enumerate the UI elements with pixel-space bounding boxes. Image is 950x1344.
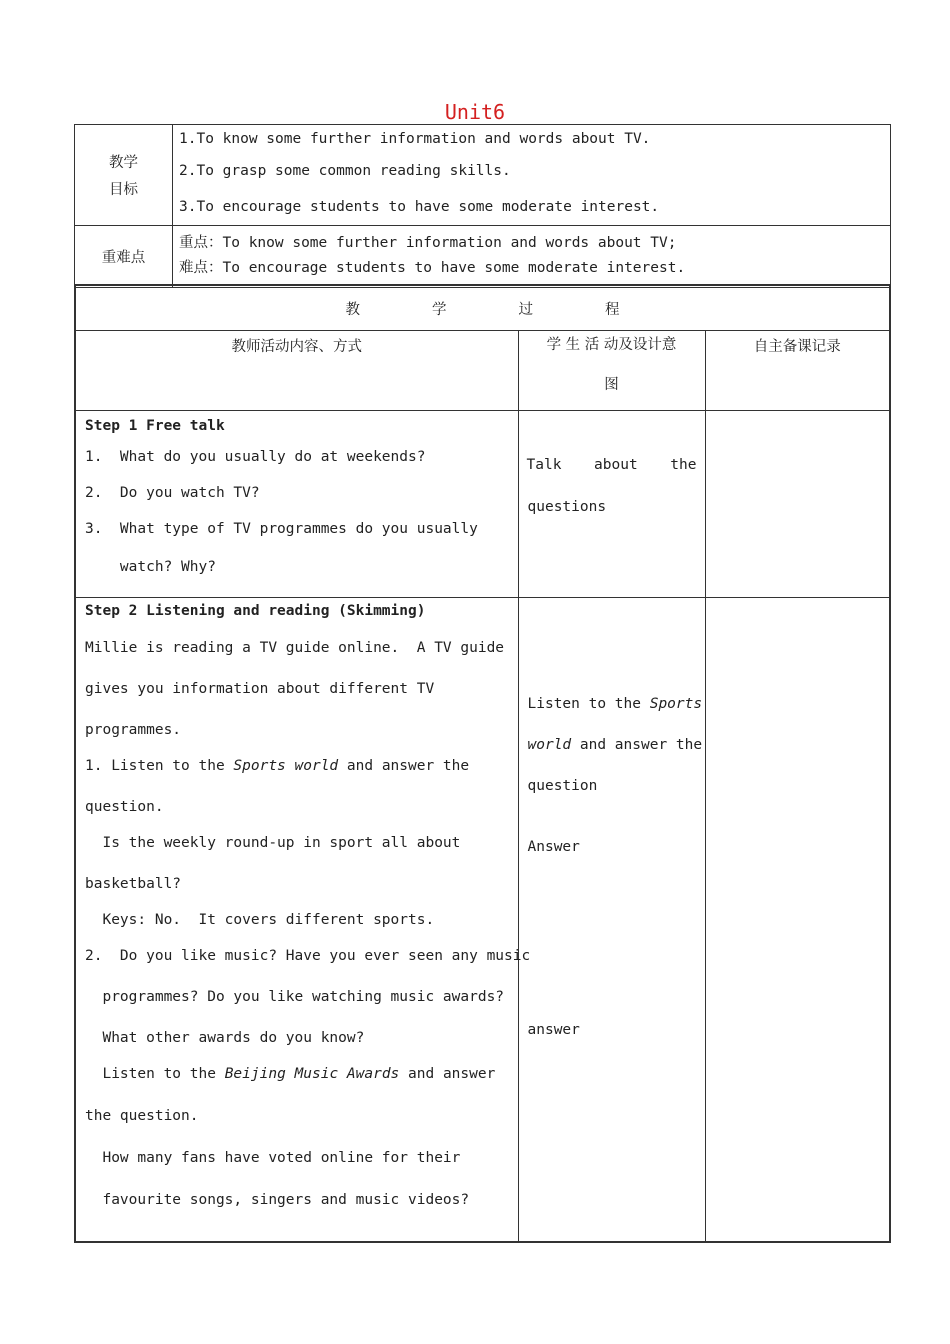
step2-listen1-cont: question. — [85, 799, 164, 815]
page-title: Unit6 — [444, 100, 506, 124]
step1-teacher-cell — [75, 411, 518, 598]
step2-notes-cell — [705, 598, 890, 1243]
step2-question-cont: basketball? — [85, 876, 182, 892]
step2-student-em: world — [527, 737, 572, 753]
step2-listen1-pre: 1. Listen to the — [85, 758, 234, 774]
step2-listen3-em: Beijing Music Awards — [224, 1066, 400, 1082]
step2-listen3-post: and answer — [399, 1066, 496, 1082]
process-heading-char: 程 — [605, 301, 620, 318]
key-points-label: 重难点 — [75, 226, 173, 288]
step1-title: Step 1 Free talk — [85, 418, 225, 434]
process-table — [74, 284, 891, 1243]
objective-item: 3.To encourage students to have some moderate interest. — [179, 199, 660, 215]
process-heading — [75, 285, 890, 331]
process-heading-char: 教 — [345, 301, 360, 318]
step2-title: Step 2 Listening and reading (Skimming) — [85, 603, 426, 619]
step1-question-cont: watch? Why? — [85, 559, 216, 575]
objectives-label-line1: 教学 — [109, 155, 138, 171]
step2-question: Is the weekly round-up in sport all about — [85, 835, 461, 851]
step2-listen1 — [76, 756, 518, 776]
step1-student-cell — [518, 411, 705, 598]
objectives-list — [173, 125, 891, 226]
step2-listen2: 2. Do you like music? Have you ever seen any music — [85, 948, 531, 964]
step1-student-line1 — [519, 447, 705, 483]
step2-keys: Keys: No. It covers different sports. — [85, 912, 435, 928]
col-header-student — [518, 331, 705, 411]
process-heading-char: 过 — [518, 301, 533, 318]
step1-student-word: about — [594, 457, 638, 473]
col-header-student-line2: 图 — [604, 377, 619, 393]
step2-student-pre: Listen to the — [527, 696, 650, 712]
step2-intro: gives you information about different TV — [85, 681, 435, 697]
step1-question: 1. What do you usually do at weekends? — [85, 449, 426, 465]
col-header-teacher: 教师活动内容、方式 — [75, 331, 518, 411]
objective-item: 2.To grasp some common reading skills. — [179, 163, 511, 179]
step2-question2: How many fans have voted online for their — [85, 1150, 461, 1166]
step2-listen2-cont: What other awards do you know? — [85, 1030, 365, 1046]
step2-student-post: and answer the — [571, 737, 703, 753]
step2-teacher-cell — [75, 598, 531, 1243]
step2-question2-cont: favourite songs, singers and music videos? — [85, 1192, 470, 1208]
col-header-notes: 自主备课记录 — [705, 331, 890, 411]
step2-student-line: question — [527, 778, 598, 794]
col-header-student-line1: 学 生 活 动及设计意 — [546, 337, 677, 353]
step2-listen3-pre: Listen to the — [85, 1066, 225, 1082]
step2-listen2-cont: programmes? Do you like watching music awards? — [85, 989, 505, 1005]
key-points-content — [173, 226, 891, 288]
objective-item: 1.To know some further information and words about TV. — [179, 131, 651, 147]
objectives-label — [75, 125, 173, 226]
process-heading-char: 学 — [432, 301, 447, 318]
step2-student-cell — [518, 598, 705, 1243]
step1-student-word: Talk — [526, 457, 562, 473]
step1-student-word: the — [670, 457, 697, 473]
objectives-label-line2: 目标 — [109, 182, 138, 198]
step2-intro: Millie is reading a TV guide online. A TV guide — [85, 640, 505, 656]
step1-question: 3. What type of TV programmes do you usually — [85, 521, 478, 537]
step2-student-em: Sports — [649, 696, 703, 712]
step2-listen1-em: Sports world — [233, 758, 339, 774]
step1-student-line2: questions — [527, 499, 607, 515]
step1-notes-cell — [705, 411, 890, 598]
step2-student-answer: answer — [527, 1022, 580, 1038]
step2-listen1-post: and answer the — [338, 758, 470, 774]
objectives-table — [74, 124, 891, 288]
step2-student-answer: Answer — [527, 839, 580, 855]
step2-student-line — [519, 686, 705, 722]
key-focus: 重点：To know some further information and words about TV; — [179, 235, 677, 251]
key-difficulty: 难点：To encourage students to have some moderate interest. — [179, 260, 686, 276]
step2-listen3-cont: the question. — [85, 1108, 199, 1124]
step2-student-line — [519, 722, 705, 768]
step1-question: 2. Do you watch TV? — [85, 485, 260, 501]
step2-intro: programmes. — [85, 722, 182, 738]
